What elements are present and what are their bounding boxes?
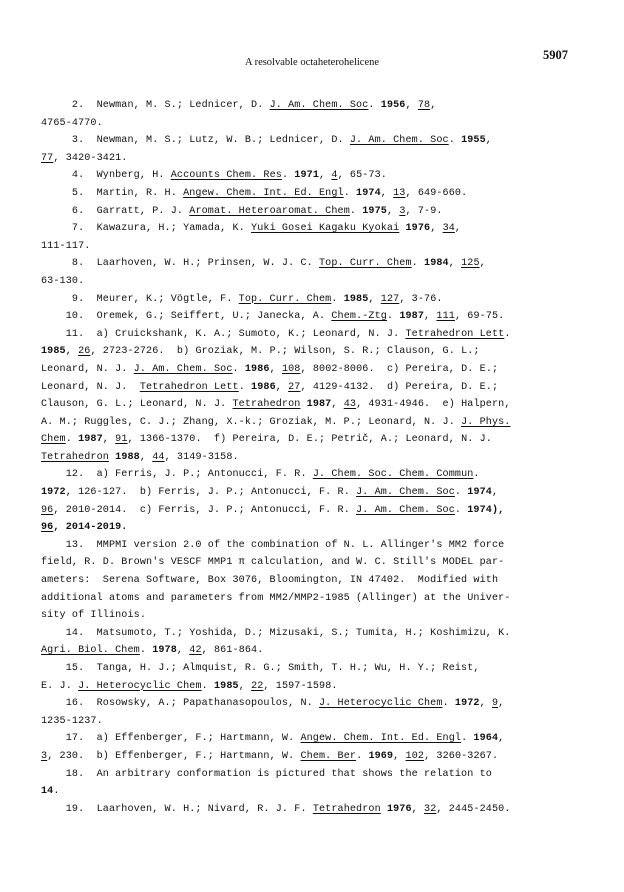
- reference-text: Chem: [41, 434, 66, 446]
- reference-text: .: [442, 698, 455, 710]
- reference-text: J. Heterocyclic Chem: [78, 680, 202, 692]
- reference-text: .: [454, 487, 468, 499]
- reference-text: Leonard, N. J.: [41, 363, 134, 375]
- reference-text: 19. Laarhoven, W. H.; Nivard, R. J. F.: [41, 803, 313, 815]
- reference-text: 1969: [368, 750, 394, 762]
- reference-text: 1974),: [467, 504, 505, 516]
- reference-text: 8. Laarhoven, W. H.; Prinsen, W. J. C.: [41, 258, 319, 270]
- reference-text: 16. Rosowsky, A.; Papathanasopoulos, N.: [41, 698, 319, 710]
- reference-text: 10. Oremek, G.; Seiffert, U.; Janecka, A.: [41, 311, 332, 323]
- reference-line: [41, 379, 591, 397]
- reference-text: 77: [41, 152, 54, 164]
- reference-line: [41, 185, 591, 203]
- reference-text: .: [201, 680, 214, 692]
- reference-text: Tetrahedron: [312, 803, 381, 815]
- reference-text: 1985: [343, 293, 369, 305]
- reference-line: [41, 730, 591, 748]
- reference-text: .: [349, 205, 363, 217]
- reference-text: 17. a) Effenberger, F.; Hartmann, W.: [41, 733, 301, 745]
- reference-text: 13. MMPMI version 2.0 of the combination of N. L. Allinger's MM2 force: [41, 539, 505, 551]
- reference-text: Chem. Ber: [300, 750, 357, 762]
- reference-text: 1235-1237.: [41, 715, 103, 727]
- reference-text: 1976: [405, 223, 431, 235]
- reference-text: , 230. b) Effenberger, F.; Hartmann, W.: [47, 750, 301, 762]
- reference-text: 12. a) Ferris, J. P.; Antonucci, F. R.: [41, 469, 313, 481]
- reference-text: additional atoms and parameters from MM2/MMP2-1985 (Allinger) at the Univer-: [41, 592, 511, 604]
- reference-line: [41, 607, 591, 625]
- reference-text: ,: [368, 293, 381, 305]
- reference-text: ,: [424, 311, 437, 323]
- reference-text: 127: [380, 293, 400, 305]
- reference-text: ,: [430, 223, 443, 235]
- reference-text: Chem.-Ztg: [331, 311, 387, 323]
- reference-text: , 69-75.: [454, 311, 505, 323]
- reference-text: 9: [491, 698, 499, 710]
- reference-line: [41, 660, 591, 678]
- reference-text: ,: [405, 100, 418, 111]
- reference-text: , 4129-4132. d) Pereira, D. E.;: [300, 381, 499, 393]
- reference-text: 34: [442, 223, 455, 235]
- reference-text: 3. Newman, M. S.; Lutz, W. B.; Lednicer, D.: [41, 135, 350, 147]
- reference-text: 44: [152, 451, 165, 463]
- reference-text: , 2445-2450.: [436, 803, 511, 815]
- reference-text: .: [331, 293, 344, 305]
- reference-text: field, R. D. Brown's VESCF MMP1 π calculation, and W. C. Still's MODEL par-: [41, 557, 505, 569]
- page-number: 5907: [543, 48, 568, 62]
- reference-line: [41, 678, 591, 696]
- reference-text: 26: [78, 346, 91, 358]
- reference-text: ,: [331, 399, 344, 411]
- reference-text: J. Am. Chem. Soc: [133, 363, 233, 375]
- reference-text: 125: [461, 258, 480, 270]
- reference-line: [41, 361, 591, 379]
- reference-text: , 4931-4946. e) Halpern,: [356, 399, 511, 411]
- reference-text: 1986: [244, 363, 270, 375]
- reference-text: Yuki Gosei Kagaku Kyokai: [251, 223, 400, 235]
- reference-text: .: [448, 135, 462, 147]
- reference-text: 14: [41, 786, 54, 798]
- reference-line: [41, 537, 591, 555]
- reference-line: [41, 396, 591, 414]
- reference-text: ,: [275, 381, 289, 393]
- reference-text: 1974: [467, 487, 492, 499]
- reference-text: 1987: [78, 434, 103, 446]
- reference-text: .: [454, 504, 468, 516]
- reference-text: 4. Wynberg, H.: [41, 170, 171, 182]
- reference-text: ,: [386, 205, 400, 217]
- reference-text: 1985: [41, 346, 66, 358]
- reference-text: .: [232, 363, 245, 375]
- reference-text: 5. Martin, R. H.: [41, 187, 184, 199]
- reference-text: 3: [41, 750, 48, 762]
- reference-line: [41, 167, 591, 185]
- reference-line: [41, 449, 591, 467]
- reference-line: [41, 625, 591, 643]
- reference-text: 1986: [251, 381, 276, 393]
- reference-line: [41, 519, 591, 537]
- reference-line: [41, 713, 591, 731]
- reference-text: .: [281, 170, 295, 182]
- reference-line: [41, 642, 591, 660]
- reference-text: ,: [454, 223, 462, 235]
- reference-line: [41, 466, 591, 484]
- reference-text: .: [504, 328, 511, 340]
- reference-text: 1988: [115, 451, 140, 463]
- reference-text: , 2723-2726. b) Groziak, M. P.; Wilson, S. R.; Clauson, G. L.;: [90, 346, 480, 358]
- reference-text: 27: [288, 381, 301, 393]
- reference-text: ,: [448, 258, 462, 270]
- reference-text: 42: [189, 645, 202, 657]
- reference-text: , 2014-2019.: [53, 522, 128, 534]
- reference-line: [41, 308, 591, 326]
- reference-text: 1978: [152, 645, 177, 657]
- reference-line: [41, 502, 591, 520]
- reference-text: , 2010-2014. c) Ferris, J. P.; Antonucci, F. R.: [53, 504, 357, 516]
- reference-line: [41, 590, 591, 608]
- reference-text: 1975: [362, 205, 387, 217]
- reference-text: Tetrahedron Lett: [405, 328, 505, 340]
- reference-text: Leonard, N. J.: [41, 381, 140, 393]
- reference-text: Clauson, G. L.; Leonard, N. J.: [41, 399, 233, 411]
- reference-text: 102: [405, 750, 425, 762]
- reference-text: 111-117.: [41, 240, 91, 252]
- reference-text: J. Am. Chem. Soc: [349, 135, 449, 147]
- reference-text: 78: [417, 100, 431, 111]
- reference-text: , 3-76.: [399, 293, 443, 305]
- reference-text: 22: [251, 680, 264, 692]
- reference-text: ,: [238, 680, 252, 692]
- reference-line: [41, 572, 591, 590]
- reference-text: Top. Curr. Chem: [318, 258, 412, 270]
- reference-text: 11. a) Cruickshank, K. A.; Sumoto, K.; Leonard, N. J.: [41, 328, 406, 340]
- reference-text: ,: [491, 487, 499, 499]
- reference-text: Agri. Biol. Chem: [41, 645, 140, 657]
- reference-text: 1985: [213, 680, 239, 692]
- reference-line: [41, 97, 591, 115]
- reference-line: [41, 255, 591, 273]
- reference-text: 96: [41, 504, 54, 516]
- reference-line: [41, 238, 591, 256]
- reference-text: , 1597-1598.: [263, 680, 338, 692]
- reference-text: .: [356, 750, 369, 762]
- reference-text: J. Heterocyclic Chem: [318, 698, 443, 710]
- reference-text: 7. Kawazura, H.; Yamada, K.: [41, 223, 252, 235]
- reference-text: 91: [115, 434, 128, 446]
- reference-text: 43: [343, 399, 357, 411]
- reference-text: ameters: Serena Software, Box 3076, Bloomington, IN 47402. Modified with: [41, 575, 499, 587]
- reference-text: 111: [436, 311, 455, 323]
- reference-text: Angew. Chem. Int. Ed. Engl: [183, 187, 344, 199]
- reference-text: .: [238, 381, 252, 393]
- reference-text: , 3420-3421.: [53, 152, 128, 164]
- running-title: A resolvable octaheterohelicene: [244, 57, 380, 68]
- reference-line: [41, 132, 591, 150]
- reference-text: sity of Illinois.: [41, 610, 147, 622]
- reference-line: [41, 220, 591, 238]
- reference-line: [41, 748, 591, 766]
- reference-text: 13: [393, 187, 406, 199]
- reference-line: [41, 801, 591, 819]
- reference-text: 4: [331, 170, 338, 182]
- reference-text: 1987: [399, 311, 425, 323]
- reference-text: ,: [269, 363, 282, 375]
- reference-text: 1956: [380, 100, 406, 111]
- reference-text: 1971: [294, 170, 320, 182]
- reference-text: ,: [411, 803, 425, 815]
- reference-line: [41, 554, 591, 572]
- reference-text: 1955: [461, 135, 486, 147]
- reference-text: ,: [479, 698, 492, 710]
- reference-text: J. Am. Chem. Soc: [269, 100, 369, 111]
- reference-text: J. Chem. Soc. Chem. Commun: [312, 469, 474, 481]
- reference-text: ,: [139, 451, 153, 463]
- reference-text: 1964: [473, 733, 499, 745]
- reference-text: 1976: [386, 803, 412, 815]
- reference-list: [41, 97, 591, 818]
- reference-text: .: [473, 469, 480, 481]
- reference-line: [41, 414, 591, 432]
- reference-text: ,: [393, 750, 406, 762]
- reference-text: J. Am. Chem. Soc: [356, 504, 455, 516]
- reference-text: 1972: [454, 698, 480, 710]
- reference-text: 96: [41, 522, 54, 534]
- reference-text: ,: [319, 170, 332, 182]
- reference-text: 6. Garratt, P. J.: [41, 205, 190, 217]
- reference-text: ,: [430, 100, 437, 111]
- reference-text: , 8002-8006. c) Pereira, D. E.;: [300, 363, 499, 375]
- reference-text: .: [386, 311, 400, 323]
- reference-line: [41, 203, 591, 221]
- reference-text: , 7-9.: [405, 205, 443, 217]
- reference-text: , 3260-3267.: [424, 750, 499, 762]
- reference-text: ,: [479, 258, 486, 270]
- reference-line: [41, 484, 591, 502]
- reference-text: A. M.; Ruggles, C. J.; Zhang, X.-k.; Groziak, M. P.; Leonard, N. J.: [41, 416, 462, 428]
- reference-line: [41, 343, 591, 361]
- reference-text: ,: [485, 135, 492, 147]
- reference-text: J. Phys.: [461, 416, 511, 428]
- reference-text: J. Am. Chem. Soc: [356, 487, 455, 499]
- reference-line: [41, 766, 591, 784]
- reference-text: ,: [498, 698, 505, 710]
- reference-line: [41, 150, 591, 168]
- reference-line: [41, 695, 591, 713]
- reference-text: 2. Newman, M. S.; Lednicer, D.: [41, 100, 270, 111]
- reference-text: ,: [498, 733, 505, 745]
- reference-text: ,: [102, 434, 116, 446]
- reference-text: 63-130.: [41, 275, 85, 287]
- reference-line: [41, 783, 591, 801]
- reference-text: Aromat. Heteroaromat. Chem: [189, 205, 350, 217]
- reference-text: , 3149-3158.: [164, 451, 239, 463]
- reference-text: , 1366-1370. f) Pereira, D. E.; Petrič, A.; Leonard, N. J.: [127, 434, 492, 446]
- reference-text: Tetrahedron Lett: [139, 381, 239, 393]
- reference-text: .: [461, 733, 474, 745]
- reference-text: 32: [424, 803, 437, 815]
- reference-text: Angew. Chem. Int. Ed. Engl: [300, 733, 462, 745]
- reference-text: Accounts Chem. Res: [170, 170, 282, 182]
- reference-text: .: [53, 786, 60, 798]
- reference-line: [41, 291, 591, 309]
- reference-text: , 861-864.: [201, 645, 264, 657]
- reference-line: [41, 115, 591, 133]
- reference-line: [41, 273, 591, 291]
- reference-text: 3: [399, 205, 406, 217]
- reference-text: 1974: [356, 187, 381, 199]
- reference-text: , 126-127. b) Ferris, J. P.; Antonucci, F. R.: [65, 487, 357, 499]
- reference-text: ,: [380, 187, 394, 199]
- reference-text: 15. Tanga, H. J.; Almquist, R. G.; Smith, T. H.; Wu, H. Y.; Reist,: [41, 663, 480, 674]
- reference-text: ,: [65, 346, 79, 358]
- reference-text: 4765-4770.: [41, 117, 103, 129]
- reference-text: 1972: [41, 487, 66, 499]
- reference-text: 108: [281, 363, 301, 375]
- reference-text: E. J.: [41, 680, 79, 692]
- reference-text: Top. Curr. Chem: [238, 293, 332, 305]
- reference-text: 18. An arbitrary conformation is pictured that shows the relation to: [41, 768, 492, 780]
- reference-text: 1984: [424, 258, 449, 270]
- reference-text: 14. Matsumoto, T.; Yoshida, D.; Mizusaki, S.; Tumita, H.; Koshimizu, K.: [41, 627, 511, 639]
- reference-text: .: [139, 645, 153, 657]
- reference-text: Tetrahedron: [232, 399, 301, 411]
- reference-text: .: [368, 100, 381, 111]
- reference-text: ,: [176, 645, 190, 657]
- reference-text: Tetrahedron: [41, 451, 109, 463]
- reference-text: , 649-660.: [405, 187, 468, 199]
- reference-line: [41, 326, 591, 344]
- reference-text: .: [65, 434, 79, 446]
- reference-text: .: [411, 258, 425, 270]
- reference-text: 1987: [306, 399, 332, 411]
- reference-text: 9. Meurer, K.; Vögtle, F.: [41, 293, 239, 305]
- reference-text: .: [343, 187, 357, 199]
- reference-text: , 65-73.: [337, 170, 387, 182]
- reference-line: [41, 431, 591, 449]
